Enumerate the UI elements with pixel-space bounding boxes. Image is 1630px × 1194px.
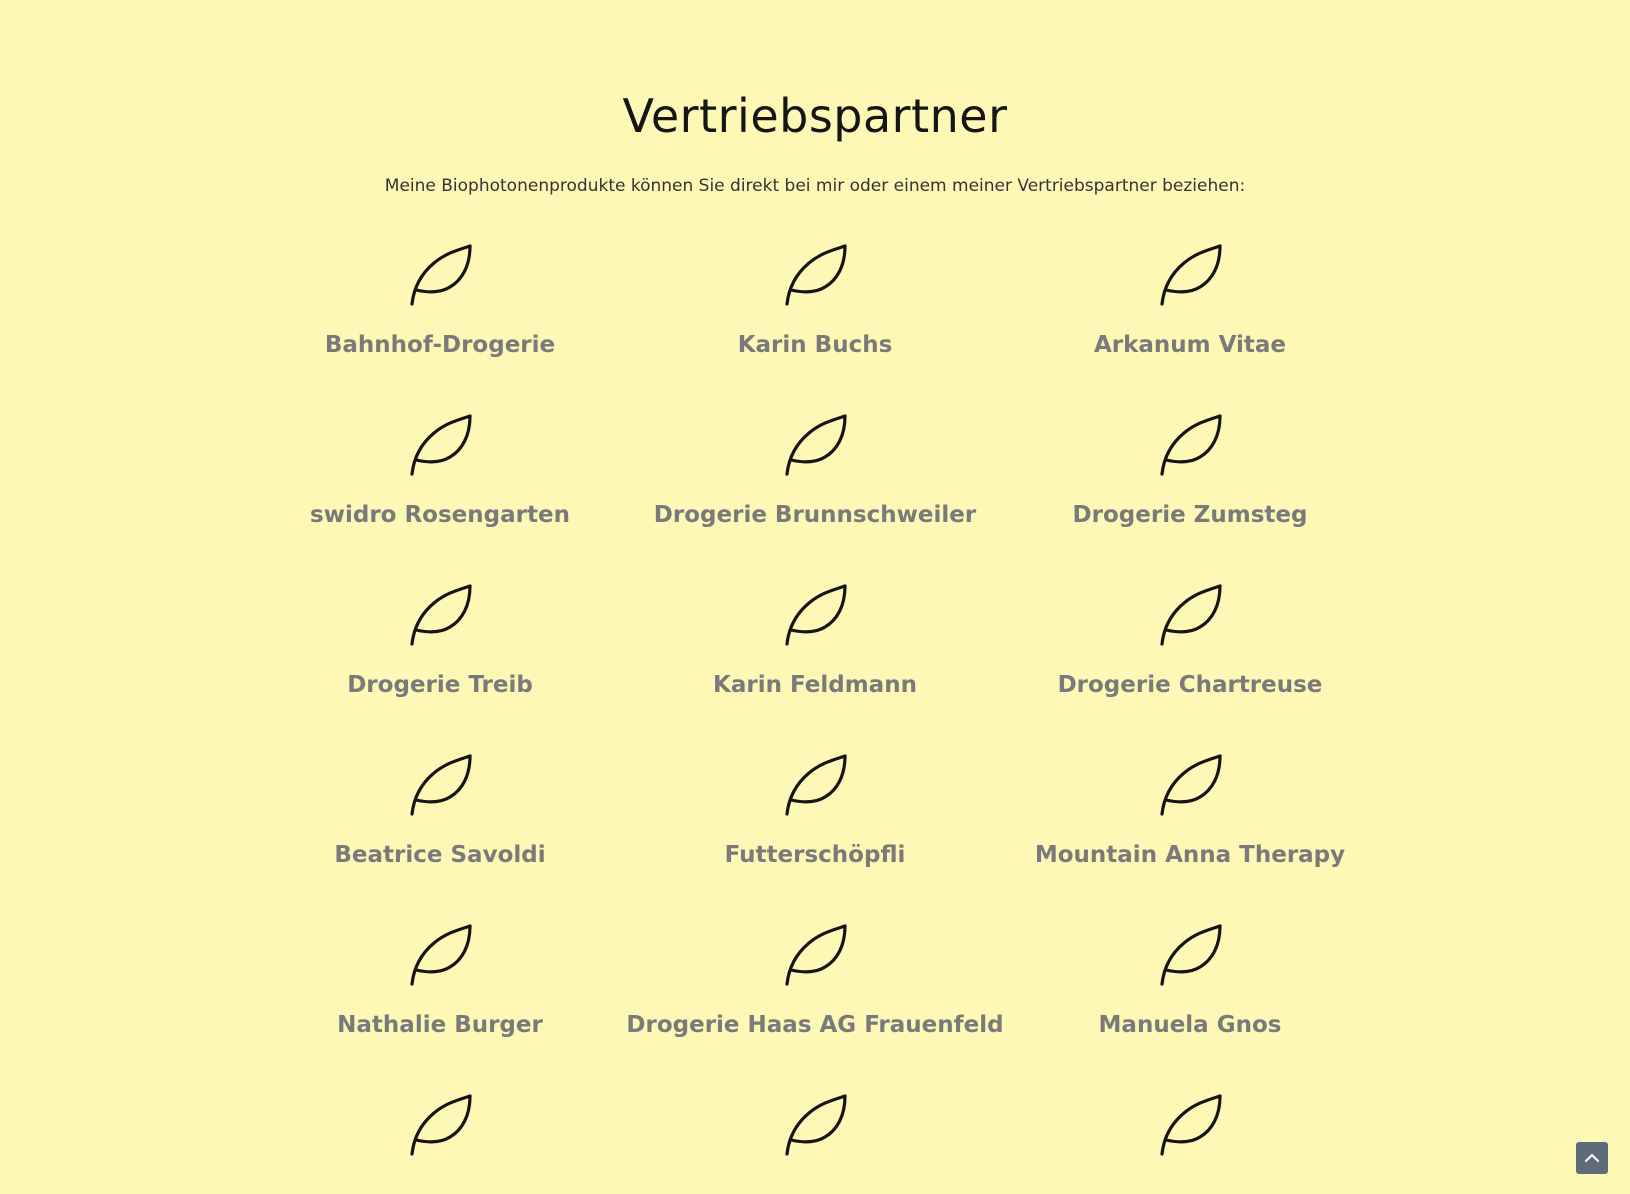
partner-name: Bahnhof-Drogerie — [324, 332, 556, 358]
partner-name: Arkanum Vitae — [1093, 332, 1287, 358]
leaf-icon — [1154, 918, 1226, 990]
partner-card — [253, 408, 628, 578]
partner-card — [253, 238, 628, 408]
partner-card — [253, 748, 628, 918]
partner-card — [253, 1088, 628, 1194]
leaf-icon — [779, 1088, 851, 1160]
partner-name: Karin Feldmann — [713, 672, 917, 698]
partner-card — [1003, 748, 1378, 918]
leaf-icon — [404, 918, 476, 990]
partner-name: Drogerie Chartreuse — [1057, 672, 1323, 698]
partner-card — [628, 578, 1003, 748]
leaf-icon — [779, 408, 851, 480]
partner-name: Nathalie Burger — [337, 1012, 543, 1038]
leaf-icon — [779, 748, 851, 820]
leaf-icon — [779, 918, 851, 990]
partner-card — [1003, 578, 1378, 748]
partner-card — [628, 238, 1003, 408]
partner-card — [628, 918, 1003, 1088]
leaf-icon — [404, 1088, 476, 1160]
partner-card — [628, 408, 1003, 578]
leaf-icon — [1154, 408, 1226, 480]
partner-name: Drogerie Haas AG Frauenfeld — [626, 1012, 1004, 1038]
partner-name: Drogerie Zumsteg — [1072, 502, 1308, 528]
partner-card — [1003, 1088, 1378, 1194]
leaf-icon — [1154, 238, 1226, 310]
partner-card — [253, 918, 628, 1088]
leaf-icon — [779, 238, 851, 310]
partner-card — [1003, 918, 1378, 1088]
chevron-up-icon — [1583, 1149, 1601, 1167]
page-title: Vertriebspartner — [622, 89, 1008, 143]
partner-card — [628, 748, 1003, 918]
intro-text: Meine Biophotonenprodukte können Sie direkt bei mir oder einem meiner Vertriebspartner beziehen: — [384, 176, 1246, 196]
partner-name: Beatrice Savoldi — [334, 842, 546, 868]
leaf-icon — [779, 578, 851, 650]
partner-name: Futterschöpfli — [724, 842, 906, 868]
leaf-icon — [404, 408, 476, 480]
partner-card — [1003, 408, 1378, 578]
partner-name: Drogerie Brunnschweiler — [653, 502, 977, 528]
leaf-icon — [404, 578, 476, 650]
partner-name: Mountain Anna Therapy — [1034, 842, 1346, 868]
scroll-to-top-button[interactable] — [1576, 1142, 1608, 1174]
partner-card — [1003, 238, 1378, 408]
leaf-icon — [1154, 578, 1226, 650]
partner-name: Manuela Gnos — [1098, 1012, 1282, 1038]
partner-name: Drogerie Treib — [347, 672, 533, 698]
partner-card — [628, 1088, 1003, 1194]
leaf-icon — [404, 238, 476, 310]
leaf-icon — [1154, 1088, 1226, 1160]
partner-name: Karin Buchs — [737, 332, 893, 358]
partner-grid — [0, 238, 1630, 1194]
partner-name: swidro Rosengarten — [310, 502, 570, 528]
partner-card — [253, 578, 628, 748]
leaf-icon — [1154, 748, 1226, 820]
leaf-icon — [404, 748, 476, 820]
